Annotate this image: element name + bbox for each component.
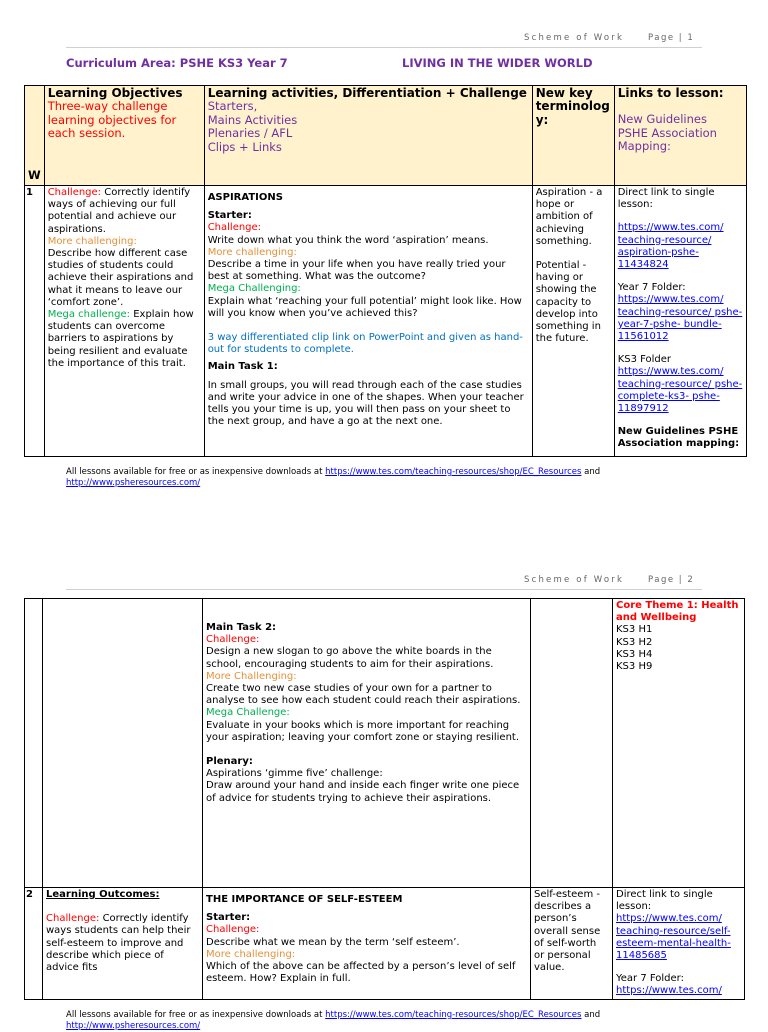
lesson-heading: THE IMPORTANCE OF SELF-ESTEEM: [206, 894, 403, 905]
links-header: Links to lesson: New Guidelines PSHE Association Mapping:: [614, 86, 746, 186]
header-label: Scheme of Work: [524, 33, 625, 43]
year7-folder-link[interactable]: https://www.tes.com/: [616, 985, 722, 997]
objectives-cell: Challenge: Correctly identify ways of achieving our full potential and achieve our aspirations. More challenging: Describe how different case studies of students could achieve their aspirations and what it means to leave our ‘comfort zone’. Mega challenge: Explain how students can overcome barriers to aspirations by being resilient and evaluate the importance of this trait.: [44, 186, 204, 457]
lesson-link[interactable]: https://www.tes.com/ teaching-resource/self- esteem-mental-health- 11485685: [616, 913, 731, 962]
activities-cell: ASPIRATIONS Starter: Challenge: Write down what you think the word ‘aspiration’ means. More challenging: Describe a time in your life when you have really tried your best at something. What was the outcome? Mega Challenging: Explain what ‘reaching your full potential’ might look like. How will you know when you’ve achieved this? 3 way differentiated clip link on PowerPoint and given as hand-out for students to complete. Main Task 1: In small groups, you will read through each of the case studies and write your advice in one of the shapes. When your teacher tells you your time is up, you will then pass on your sheet to the next group, and have a go at the next one.: [204, 186, 532, 457]
lesson-row-2: [25, 888, 745, 1000]
lesson-heading: ASPIRATIONS: [207, 192, 283, 203]
activities-cell: THE IMPORTANCE OF SELF-ESTEEM Starter: Challenge: Describe what we mean by the term ‘self esteem’. More challenging: Which of the above can be affected by a person’s level of self esteem. How? Explain in full.: [203, 888, 531, 1000]
page-header: [0, 575, 768, 589]
page-number: Page | 1: [648, 33, 695, 43]
header-rule: [66, 589, 702, 590]
lesson-number: 1: [25, 186, 45, 457]
links-cell: Direct link to single lesson: https://www.tes.com/ teaching-resource/self- esteem-mental-health- 11485685 Year 7 Folder: https://www.tes.com/: [613, 888, 745, 1000]
header-rule: [66, 47, 702, 48]
lesson-number: 2: [25, 888, 43, 1000]
activities-cell: Main Task 2: Challenge: Design a new slogan to go above the white boards in the school, encouraging students to aim for their aspirations. More Challenging: Create two new case studies of your own for a partner to analyse to see how each student could reach their aspirations. Mega Challenge: Evaluate in your books which is more important for reaching your aspiration; leaving your comfort zone or staying resilient. Plenary: Aspirations ‘gimme five’ challenge: Draw around your hand and inside each finger write one piece of advice for students trying to achieve their aspirations.: [203, 599, 531, 888]
week-header: W: [28, 167, 41, 182]
clip-note: 3 way differentiated clip link on PowerPoint and given as hand-out for students to complete.: [207, 332, 523, 356]
ks3-folder-link[interactable]: https://www.tes.com/ teaching-resource/ pshe-complete-ks3- pshe-11897912: [617, 366, 743, 415]
links-cell: Core Theme 1: Health and Wellbeing KS3 H1 KS3 H2 KS3 H4 KS3 H9: [613, 599, 745, 888]
document-title: [66, 56, 706, 72]
core-theme: Core Theme 1: Health and Wellbeing: [616, 600, 739, 624]
lesson-row-1-continued: [25, 599, 745, 888]
lesson-link[interactable]: https://www.tes.com/ teaching-resource/ aspiration-pshe- 11434824: [617, 222, 724, 271]
activities-header: Learning activities, Differentiation + Challenge Starters, Mains Activities Plenaries / AFL Clips + Links: [204, 86, 532, 186]
page-number: Page | 2: [648, 575, 695, 585]
curriculum-area: Curriculum Area: PSHE KS3 Year 7: [66, 56, 288, 70]
scheme-table-page1: [24, 85, 747, 457]
tes-shop-link[interactable]: https://www.tes.com/teaching-resources/shop/EC_Resources: [325, 467, 582, 477]
tes-shop-link[interactable]: https://www.tes.com/teaching-resources/shop/EC_Resources: [325, 1010, 582, 1020]
header-label: Scheme of Work: [524, 575, 625, 585]
links-cell: Direct link to single lesson: https://www.tes.com/ teaching-resource/ aspiration-pshe- 11434824 Year 7 Folder: https://www.tes.com/ teaching-resource/ pshe-year-7-pshe- bundle-11561012 KS3 Folder https://www.tes.com/ teaching-resource/ pshe-complete-ks3- pshe-11897912 New Guidelines PSHE Association mapping:: [614, 186, 746, 457]
table-header-row: [25, 86, 747, 186]
pshe-resources-link[interactable]: http://www.psheresources.com/: [66, 1021, 201, 1031]
objectives-header: Learning Objectives Three-way challenge learning objectives for each session.: [44, 86, 204, 186]
terminology-cell: Self-esteem - describes a person’s overall sense of self-worth or personal value.: [531, 888, 613, 1000]
lesson-row-1: [25, 186, 747, 457]
pshe-resources-link[interactable]: http://www.psheresources.com/: [66, 478, 201, 488]
terminology-header: New key terminolog y:: [532, 86, 614, 186]
page-header: [0, 33, 768, 47]
page-footer: All lessons available for free or as inexpensive downloads at https://www.tes.com/teaching-resources/shop/EC_Resources and http://www.psheresources.com/: [66, 1010, 601, 1031]
page-footer: All lessons available for free or as inexpensive downloads at https://www.tes.com/teaching-resources/shop/EC_Resources and http://www.psheresources.com/: [66, 467, 601, 488]
year7-folder-link[interactable]: https://www.tes.com/ teaching-resource/ pshe-year-7-pshe- bundle-11561012: [617, 294, 743, 343]
unit-title: LIVING IN THE WIDER WORLD: [402, 56, 593, 70]
objectives-cell: Learning Outcomes: Challenge: Correctly identify ways students can help their self-esteem to improve and describe which piece of advice fits: [43, 888, 203, 1000]
scheme-table-page2: [24, 598, 745, 1000]
terminology-cell: Aspiration - a hope or ambition of achieving something. Potential - having or showing the capacity to develop into something in the future.: [532, 186, 614, 457]
